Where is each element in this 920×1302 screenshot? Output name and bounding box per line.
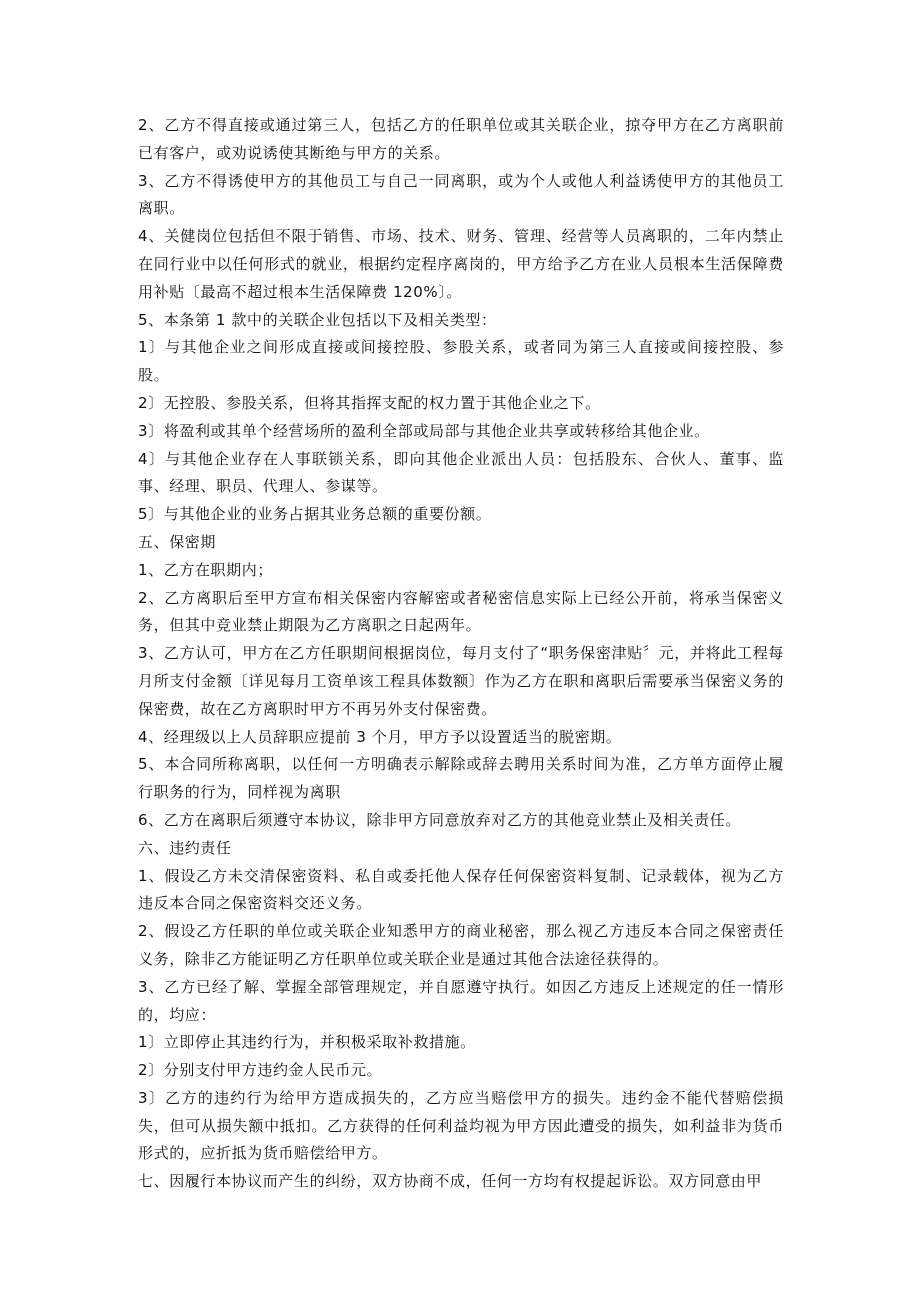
section-heading-dispute-resolution: 七、因履行本协议而产生的纠纷，双方协商不成，任何一方均有权提起诉讼。双方同意由甲 — [138, 1172, 763, 1191]
paragraph-clause-4-key-positions: 4、关健岗位包括但不限于销售、市场、技术、财务、管理、经营等人员离职的，二年内禁止在同行业中以任何形式的就业，根据约定程序离岗的，甲方给予乙方在业人员根本生活保障费用补贴〔最高不超过根本生活保障费 120%〕。 — [138, 227, 784, 301]
paragraph-confidentiality-4: 4、经理级以上人员辞职应提前 3 个月，甲方予以设置适当的脱密期。 — [138, 727, 622, 746]
paragraph-affiliate-type-1: 1〕与其他企业之间形成直接或间接控股、参股关系，或者同为第三人直接或间接控股、参股。 — [138, 338, 784, 385]
paragraph-remedy-1: 1〕立即停止其违约行为，并积极采取补救措施。 — [138, 1033, 476, 1052]
paragraph-liability-3: 3、乙方已经了解、掌握全部管理规定，并自愿遵守执行。如因乙方违反上述规定的任一情形的，均应： — [138, 977, 784, 1024]
paragraph-liability-1: 1、假设乙方未交清保密资料、私自或委托他人保存任何保密资料复制、记录载体，视为乙方违反本合同之保密资料交还义务。 — [138, 866, 784, 913]
document-body — [138, 112, 784, 1196]
paragraph-clause-5-affiliated-enterprises: 5、本条第 1 款中的关联企业包括以下及相关类型： — [138, 310, 497, 329]
paragraph-confidentiality-6: 6、乙方在离职后须遵守本协议，除非甲方同意放弃对乙方的其他竞业禁止及相关责任。 — [138, 810, 741, 829]
paragraph-liability-2: 2、假设乙方任职的单位或关联企业知悉甲方的商业秘密，那么视乙方违反本合同之保密责任义务，除非乙方能证明乙方任职单位或关联企业是通过其他合法途径获得的。 — [138, 922, 784, 968]
paragraph-confidentiality-2: 2、乙方离职后至甲方宣布相关保密内容解密或者秘密信息实际上已经公开前，将承当保密义务，但其中竞业禁止期限为乙方离职之日起两年。 — [138, 588, 784, 635]
paragraph-remedy-2: 2〕分别支付甲方违约金人民币元。 — [138, 1061, 383, 1080]
paragraph-clause-2-client-poaching: 2、乙方不得直接或通过第三人，包括乙方的任职单位或其关联企业，掠夺甲方在乙方离职前已有客户，或劝说诱使其断绝与甲方的关系。 — [138, 116, 784, 162]
paragraph-confidentiality-3: 3、乙方认可，甲方在乙方任职期间根据岗位，每月支付了“职务保密津贴〞元，并将此工程每月所支付金额〔详见每月工资单该工程具体数额〕作为乙方在职和离职后需要承当保密义务的保密费，故在乙方离职时甲方不再另外支付保密费。 — [138, 644, 784, 718]
section-heading-liability: 六、违约责任 — [138, 838, 232, 857]
paragraph-clause-3-employee-inducement: 3、乙方不得诱使甲方的其他员工与自己一同离职，或为个人或他人利益诱使甲方的其他员工离职。 — [138, 171, 784, 218]
paragraph-affiliate-type-3: 3〕将盈利或其单个经营场所的盈利全部或局部与其他企业共享或转移给其他企业。 — [138, 421, 710, 440]
paragraph-affiliate-type-4: 4〕与其他企业存在人事联锁关系，即向其他企业派出人员：包括股东、合伙人、董事、监事、经理、职员、代理人、参谋等。 — [138, 449, 784, 496]
paragraph-confidentiality-5: 5、本合同所称离职，以任何一方明确表示解除或辞去聘用关系时间为准，乙方单方面停止履行职务的行为，同样视为离职 — [138, 755, 784, 802]
paragraph-remedy-3: 3〕乙方的违约行为给甲方造成损失的，乙方应当赔偿甲方的损失。违约金不能代替赔偿损失，但可从损失额中抵扣。乙方获得的任何利益均视为甲方因此遭受的损失，如利益非为货币形式的，应折抵为货币赔偿给甲方。 — [138, 1088, 784, 1163]
paragraph-affiliate-type-5: 5〕与其他企业的业务占据其业务总额的重要份额。 — [138, 505, 492, 524]
section-heading-confidentiality-period: 五、保密期 — [138, 532, 217, 551]
paragraph-affiliate-type-2: 2〕无控股、参股关系，但将其指挥支配的权力置于其他企业之下。 — [138, 393, 601, 412]
paragraph-confidentiality-1: 1、乙方在职期内； — [138, 560, 273, 579]
